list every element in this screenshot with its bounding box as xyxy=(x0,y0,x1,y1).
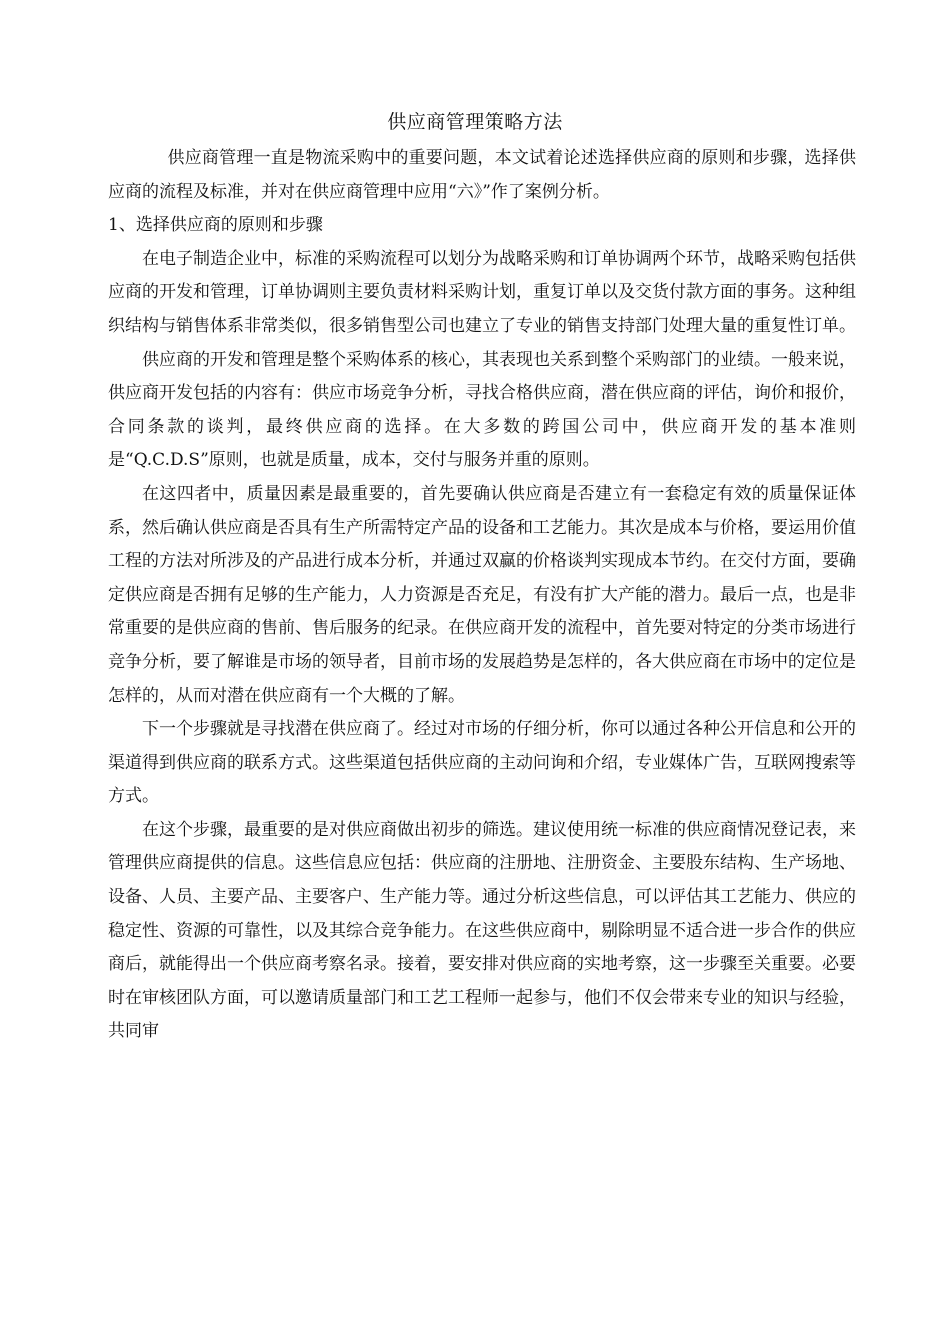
body-paragraph: 在这个步骤，最重要的是对供应商做出初步的筛选。建议使用统一标准的供应商情况登记表，来管理供应商提供的信息。这些信息应包括：供应商的注册地、注册资金、主要股东结构、生产场地、设备、人员、主要产品、主要客户、生产能力等。通过分析这些信息，可以评估其工艺能力、供应的稳定性、资源的可靠性，以及其综合竞争能力。在这些供应商中，剔除明显不适合进一步合作的供应商后，就能得出一个供应商考察名录。接着，要安排对供应商的实地考察，这一步骤至关重要。必要时在审核团队方面，可以邀请质量部门和工艺工程师一起参与，他们不仅会带来专业的知识与经验，共同审 xyxy=(108,819,856,1042)
section-heading: 1、选择供应商的原则和步骤 xyxy=(108,215,323,236)
document-body xyxy=(108,142,856,1049)
body-paragraph: 在电子制造企业中，标准的采购流程可以划分为战略采购和订单协调两个环节，战略采购包括供应商的开发和管理，订单协调则主要负责材料采购计划，重复订单以及交货付款方面的事务。这种组织结构与销售体系非常类似，很多销售型公司也建立了专业的销售支持部门处理大量的重复性订单。 xyxy=(108,248,856,336)
document-title: 供应商管理策略方法 xyxy=(387,111,563,133)
body-paragraph: 供应商的开发和管理是整个采购体系的核心，其表现也关系到整个采购部门的业绩。一般来说，供应商开发包括的内容有：供应市场竞争分析，寻找合格供应商，潜在供应商的评估，询价和报价，合同条款的谈判，最终供应商的选择。在大多数的跨国公司中，供应商开发的基本准则是“Q.C.D.S”原则，也就是质量，成本，交付与服务并重的原则。 xyxy=(108,349,856,471)
body-paragraph: 在这四者中，质量因素是最重要的，首先要确认供应商是否建立有一套稳定有效的质量保证体系，然后确认供应商是否具有生产所需特定产品的设备和工艺能力。其次是成本与价格，要运用价值工程的方法对所涉及的产品进行成本分析，并通过双赢的价格谈判实现成本节约。在交付方面，要确定供应商是否拥有足够的生产能力，人力资源是否充足，有没有扩大产能的潜力。最后一点，也是非常重要的是供应商的售前、售后服务的纪录。在供应商开发的流程中，首先要对特定的分类市场进行竞争分析，要了解谁是市场的领导者，目前市场的发展趋势是怎样的，各大供应商在市场中的定位是怎样的，从而对潜在供应商有一个大概的了解。 xyxy=(108,483,856,706)
body-paragraph: 下一个步骤就是寻找潜在供应商了。经过对市场的仔细分析，你可以通过各种公开信息和公开的渠道得到供应商的联系方式。这些渠道包括供应商的主动问询和介绍，专业媒体广告，互联网搜索等方式。 xyxy=(108,719,856,807)
intro-paragraph: 供应商管理一直是物流采购中的重要问题，本文试着论述选择供应商的原则和步骤，选择供应商的流程及标准，并对在供应商管理中应用“六》”作了案例分析。 xyxy=(108,148,856,202)
